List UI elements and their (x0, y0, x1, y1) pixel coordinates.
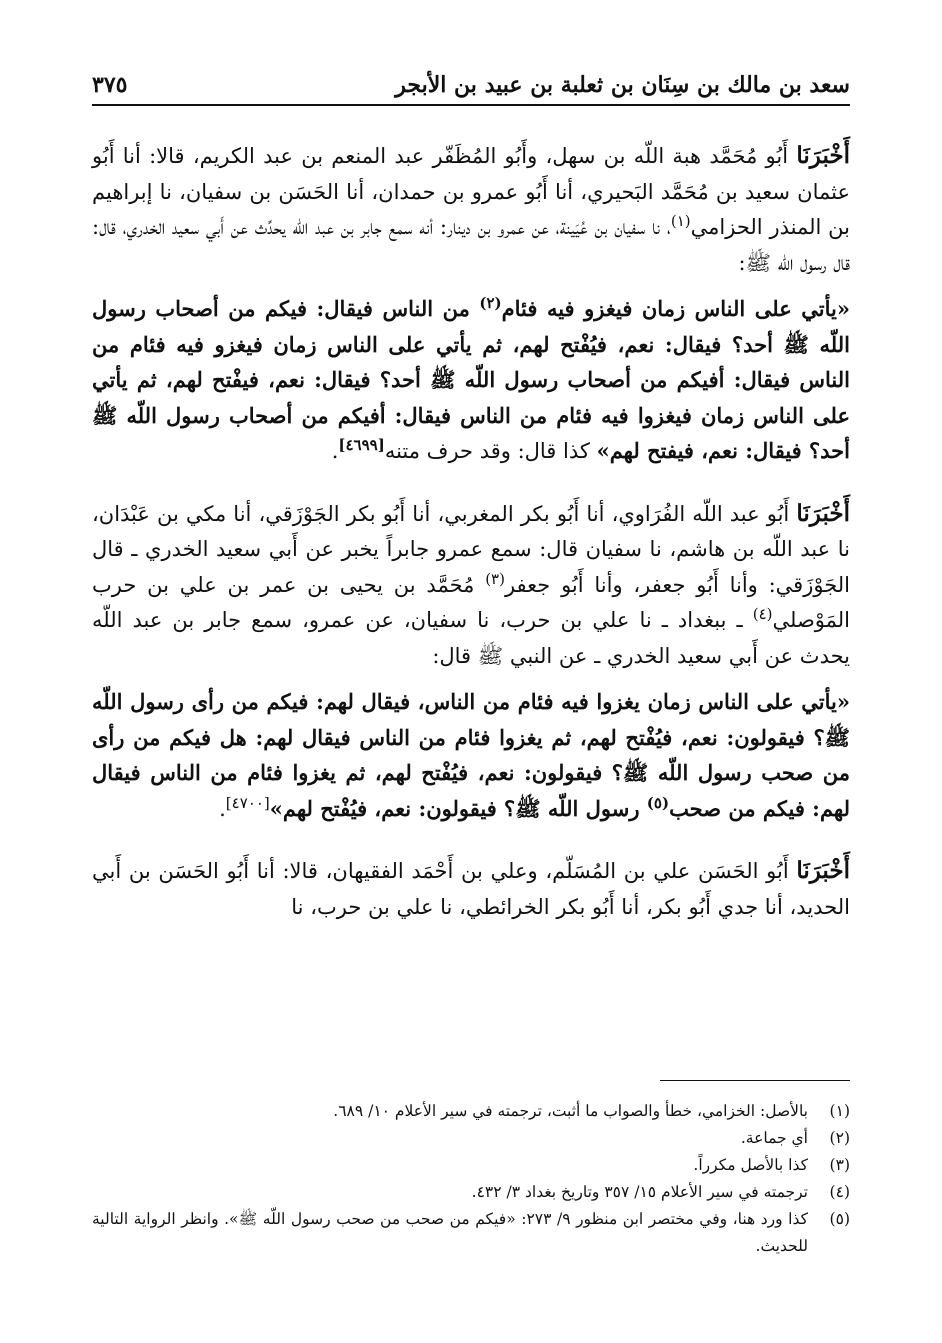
footnote-text: كذا بالأصل مكرراً. (693, 1156, 808, 1174)
akhbarana-lead: أَخْبَرَنَا (796, 857, 850, 884)
note-text: كذا قال: وقد حرف متنه (384, 439, 597, 463)
footnote-number: (٢) (829, 1129, 850, 1147)
hadith-number: [٤٧٠٠] (225, 793, 270, 812)
isnad-text: مُحَمَّد بن يحيى بن عمر بن علي بن حرب المَوْصلي (92, 572, 850, 632)
main-text (92, 138, 850, 925)
isnad-text: أَبُو الحَسَن علي بن المُسَلّم، وعلي بن أَحْمَد الفقيهان، قالا: أنا أَبُو الحَسَن بن أَبي الحديد، أنا جدي أَبُو بكر، أنا أَبُو بكر الخرائطي، نا علي بن حرب، نا (92, 859, 850, 919)
footnote-item (92, 1152, 850, 1179)
footnote-item (92, 1098, 850, 1125)
isnad-paragraph-2 (92, 496, 850, 675)
isnad-paragraph-3 (92, 853, 850, 925)
akhbarana-lead: أَخْبَرَنَا (796, 499, 850, 527)
page-header (92, 62, 850, 106)
footnote-number: (١) (829, 1102, 850, 1120)
footnote-ref: (٥) (646, 793, 670, 812)
footnote-item (92, 1125, 850, 1152)
footnote-number: (٤) (829, 1183, 850, 1201)
footnote-text: بالأصل: الخزامي، خطأ والصواب ما أثبت، ترجمته في سير الأعلام ١٠/ ٦٨٩. (333, 1102, 808, 1120)
footnote-item (92, 1206, 850, 1260)
hadith-text: «يأتي على الناس زمان فيغزو فيه فئام (501, 296, 850, 321)
footnotes (92, 1098, 850, 1260)
footnote-ref: (٣) (485, 569, 505, 588)
isnad-text: ـ ببغداد ـ نا علي بن حرب، نا سفيان، عن عمرو، سمع جابر بن عبد اللّه يحدث عن أَبي سعيد الخدري ـ عن النبي ﷺ قال: (92, 608, 850, 668)
period: . (331, 439, 339, 463)
hadith-paragraph-2 (92, 684, 850, 827)
hadith-text: «يأتي على الناس زمان يغزوا فيه فئام من الناس، فيقال لهم: فيكم من رأى رسول اللّه ﷺ؟ فيقولون: نعم، فيُفْتح لهم، ثم يغزوا فئام من الناس فيقال لهم: هل فيكم من رأى من صحب رسول اللّه ﷺ؟ فيقولون: نعم، فيُفْتح لهم، ثم يغزوا فئام من الناس فيقال لهم: فيكم من صحب (92, 689, 850, 821)
akhbarana-lead: أَخْبَرَنَا (796, 142, 850, 169)
isnad-text: أَبُو عبد اللّه الفُرَاوي، أنا أَبُو بكر المغربي، أنا أَبُو بكر الجَوْزَقي، أنا مكي بن عَبْدَان، نا عبد اللّه بن هاشم، نا سفيان قال: سمع عمرو جابراً يخبر عن أَبي سعيد الخدري ـ قال الجَوْزَقي: وأنا أَبُو جعفر، وأنا أَبُو جعفر (92, 501, 850, 597)
footnote-number: (٣) (829, 1156, 850, 1174)
hadith-number: [٤٦٩٩] (338, 436, 385, 454)
spacer (92, 827, 850, 853)
footnote-text: ترجمته في سير الأعلام ١٥/ ٣٥٧ وتاريخ بغداد ٣/ ٤٣٢. (471, 1183, 808, 1201)
period: . (219, 796, 226, 821)
isnad-paragraph-1 (92, 138, 850, 281)
isnad-text: أَبُو مُحَمَّد هبة اللّه بن سهل، وأَبُو المُظَفّر عبد المنعم بن عبد الكريم، قالا: أنا أَبُو عثمان سعيد بن مُحَمَّد البَحيري، أنا أَبُو عمرو بن حمدان، أنا الحَسَن بن سفيان، نا إبراهيم بن المنذر الحزامي (92, 144, 850, 239)
footnote-ref: (١) (670, 212, 691, 230)
spacer (92, 470, 850, 496)
footnote-ref: (٢) (479, 294, 502, 312)
footnote-text: كذا ورد هنا، وفي مختصر ابن منظور ٩/ ٢٧٣: «فيكم من صحب من صحب رسول اللّه ﷺ». وانظر الرواية التالية للحديث. (92, 1210, 808, 1255)
footnote-divider (660, 1080, 850, 1081)
hadith-paragraph-1 (92, 291, 850, 470)
footnote-ref: (٤) (752, 605, 773, 623)
hadith-text: من الناس فيقال: فيكم من أصحاب رسول اللّه ﷺ أحد؟ فيقال: نعم، فيُفْتح لهم، ثم يأتي على الناس زمان فيغزو فيه فئام من الناس فيقال: أفيكم من أصحاب رسول اللّه ﷺ أحد؟ فيقال: نعم، فيفْتح لهم، ثم يأتي على الناس زمان فيغزوا فيه فئام من الناس فيقال: أفيكم من أصحاب رسول اللّه ﷺ أحد؟ فيقال: نعم، فيفتح لهم» (92, 296, 850, 463)
page-number: ٣٧٥ (92, 72, 128, 98)
footnote-number: (٥) (829, 1210, 850, 1228)
footnote-text: أي جماعة. (740, 1129, 808, 1147)
isnad-text: ، نا سفيان بن عُيَينة، عن عمرو بن دينار: أنه سمع جابر بن عبد اللّه يحدِّث عن أَبي سعيد الخدري، قال: قال رسول اللّه ﷺ: (92, 215, 850, 275)
footnote-item (92, 1179, 850, 1206)
running-title: سعد بن مالك بن سِنَان بن ثعلبة بن عبيد بن الأبجر (395, 72, 850, 98)
hadith-text: رسول اللّه ﷺ؟ فيقولون: نعم، فيُفْتح لهم» (269, 795, 647, 821)
